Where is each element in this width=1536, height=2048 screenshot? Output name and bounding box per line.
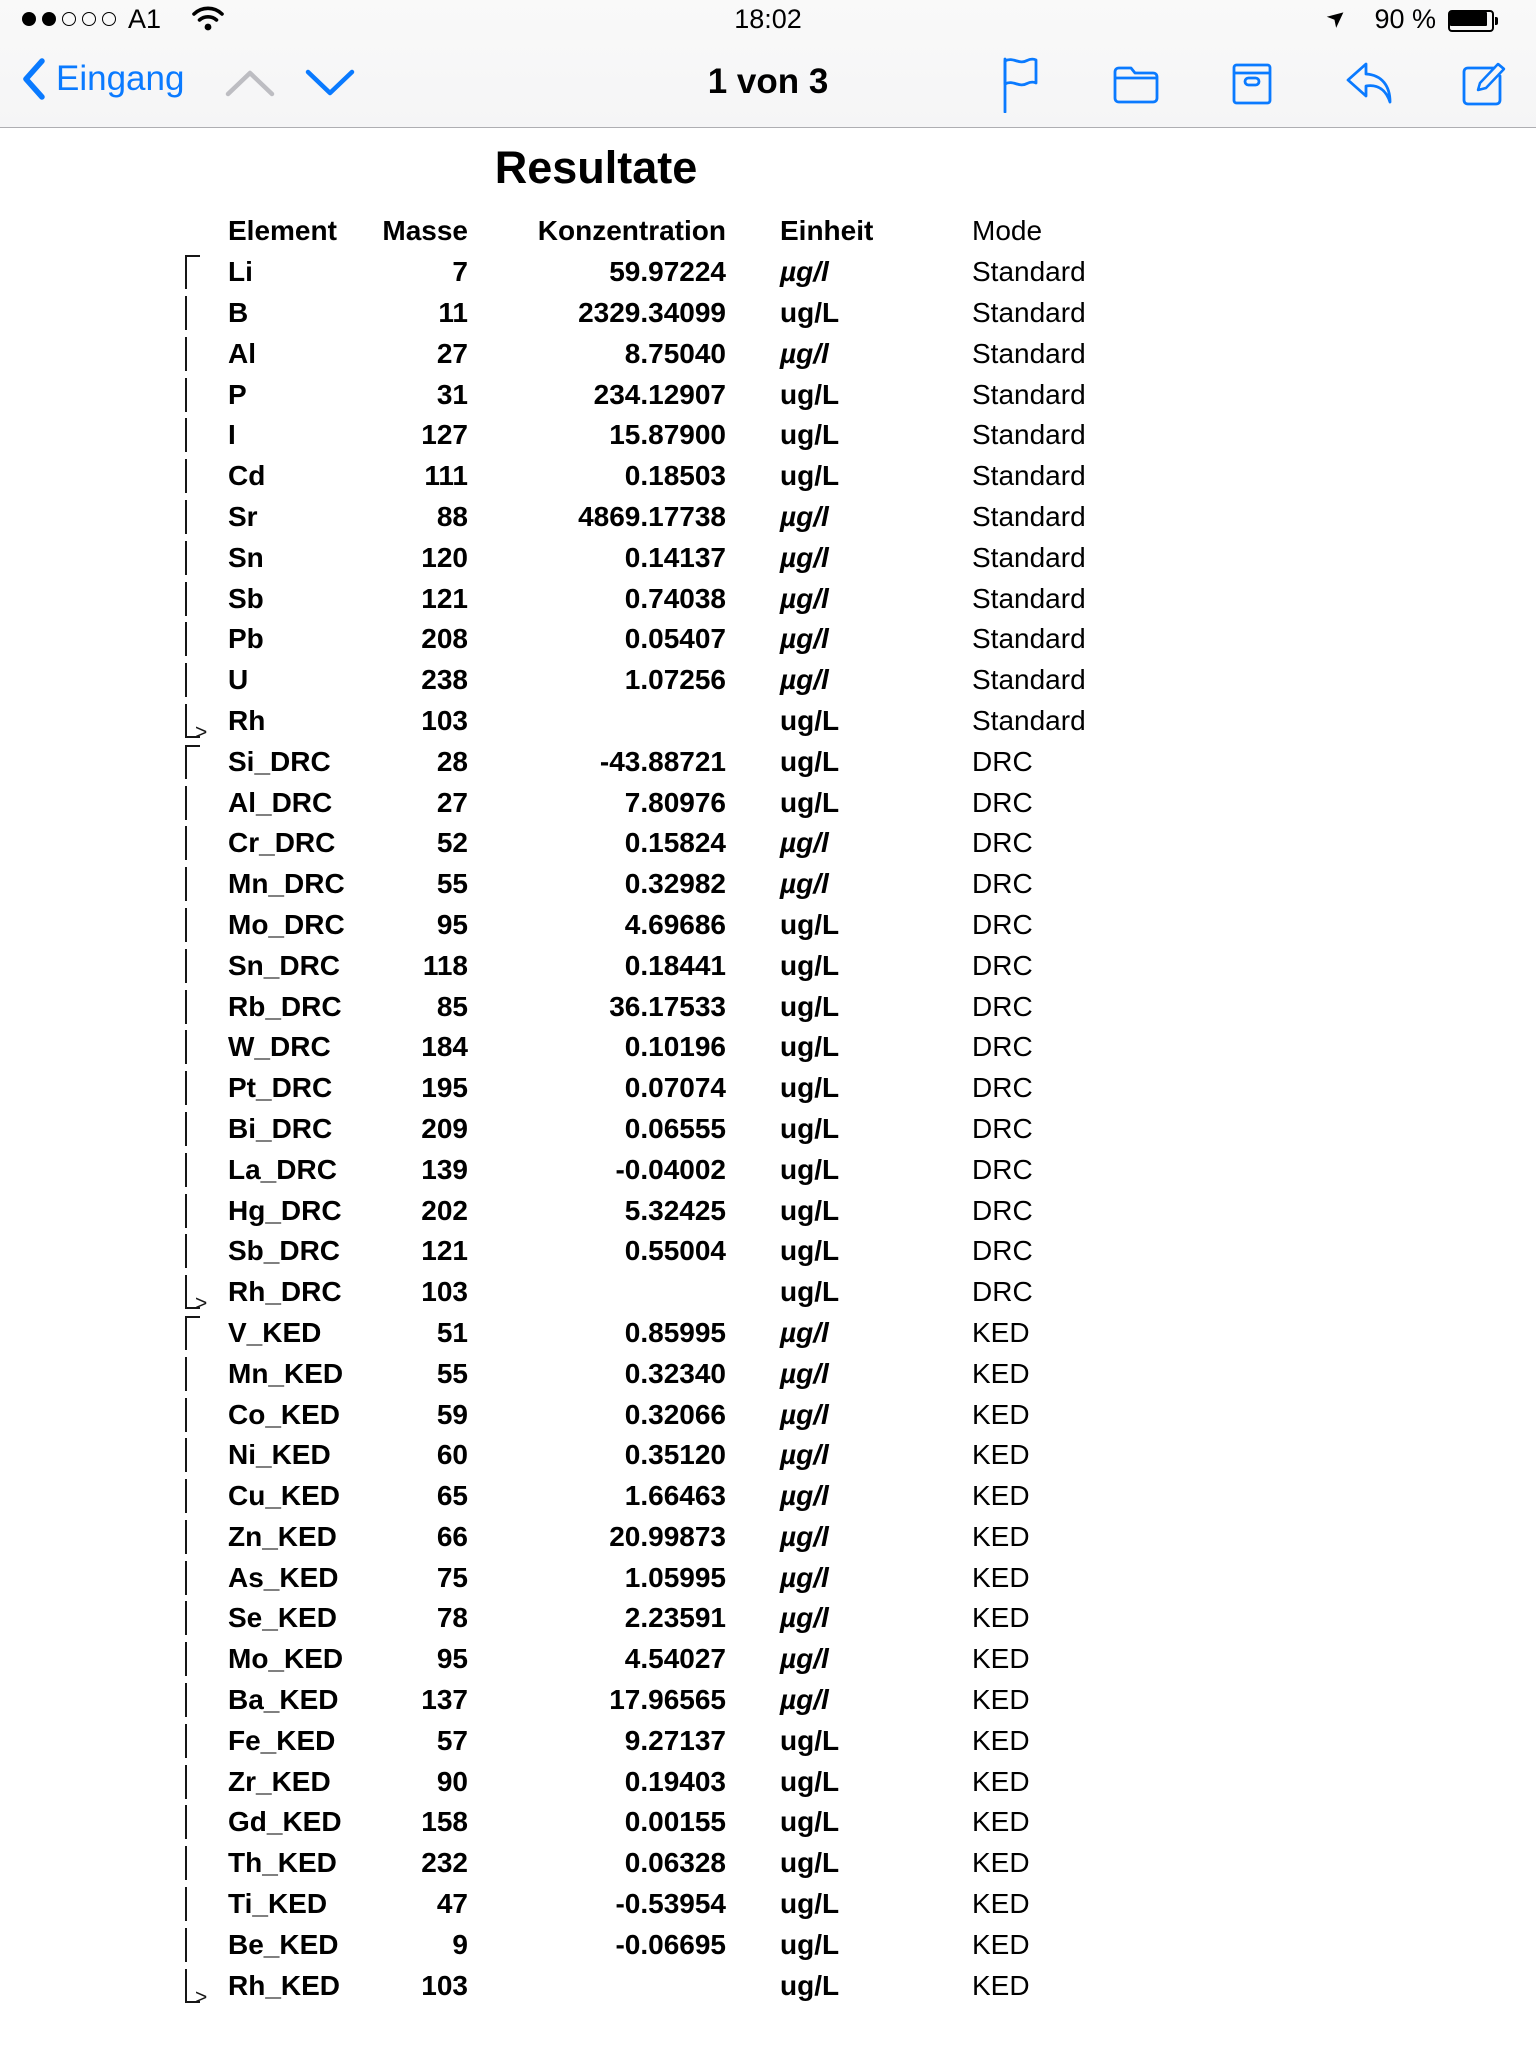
cell-einheit: ug/L <box>780 704 840 736</box>
cell-konzentration: 0.32066 <box>624 1398 726 1430</box>
cell-konzentration: 15.87900 <box>609 419 726 451</box>
cell-konzentration: 5.32425 <box>624 1194 726 1226</box>
group-bracket-marker <box>185 459 200 493</box>
status-bar <box>0 0 1536 40</box>
cell-mode: DRC <box>972 949 1033 981</box>
cell-konzentration: 0.06555 <box>624 1112 726 1144</box>
compose-icon <box>1460 60 1508 108</box>
cell-element: Sn_DRC <box>228 949 341 981</box>
cell-mode: KED <box>972 1684 1030 1716</box>
cell-mode: DRC <box>972 786 1033 818</box>
group-bracket-marker <box>185 1194 200 1228</box>
cell-element: Ni_KED <box>228 1439 331 1471</box>
cell-konzentration <box>468 1965 726 2006</box>
group-bracket-marker <box>185 1683 200 1717</box>
cell-konzentration: -43.88721 <box>599 745 726 777</box>
cell-konzentration: 0.06328 <box>624 1847 726 1879</box>
cell-einheit: µg/l <box>780 664 829 696</box>
cell-masse: 65 <box>436 1480 468 1512</box>
group-bracket-marker <box>185 296 200 330</box>
cell-element: Zn_KED <box>228 1520 337 1552</box>
cell-element: Th_KED <box>228 1847 337 1879</box>
cell-mode: Standard <box>972 541 1086 573</box>
cell-element: Se_KED <box>228 1602 337 1634</box>
cell-element: Hg_DRC <box>228 1194 342 1226</box>
cell-element: Mn_KED <box>228 1357 344 1389</box>
cell-konzentration: 0.35120 <box>624 1439 726 1471</box>
cell-konzentration: 1.07256 <box>624 664 726 696</box>
cell-konzentration: 0.32982 <box>624 868 726 900</box>
cell-element: P <box>228 378 247 410</box>
cell-einheit: µg/l <box>780 1357 829 1389</box>
archive-box-icon <box>1231 62 1273 106</box>
cell-mode: KED <box>972 1602 1030 1634</box>
cell-mode: KED <box>972 1928 1030 1960</box>
group-bracket-marker <box>185 1805 200 1839</box>
cell-einheit: ug/L <box>780 949 840 981</box>
cell-einheit: µg/l <box>780 1398 829 1430</box>
group-bracket-marker <box>185 418 200 452</box>
cell-mode: Standard <box>972 664 1086 696</box>
group-bracket-marker <box>185 826 200 860</box>
group-bracket-marker <box>185 1561 200 1595</box>
cell-mode: KED <box>972 1561 1030 1593</box>
cell-element: Sb_DRC <box>228 1235 341 1267</box>
cell-element: Pt_DRC <box>228 1072 333 1104</box>
column-header-masse: Masse <box>382 215 468 247</box>
cell-konzentration: 2329.34099 <box>578 296 726 328</box>
cell-konzentration: 0.10196 <box>624 1031 726 1063</box>
cell-masse: 31 <box>436 378 468 410</box>
cell-element: Al_DRC <box>228 786 333 818</box>
cell-masse: 66 <box>436 1520 468 1552</box>
mail-nav-bar <box>0 40 1536 128</box>
cell-einheit: µg/l <box>780 1439 829 1471</box>
cell-konzentration: -0.53954 <box>615 1888 726 1920</box>
reply-button[interactable] <box>1344 54 1392 114</box>
cell-masse: 139 <box>421 1153 468 1185</box>
cell-masse: 75 <box>436 1561 468 1593</box>
cell-mode: Standard <box>972 296 1086 328</box>
group-bracket-marker <box>185 867 200 901</box>
carrier-label: A1 <box>128 4 162 34</box>
cell-mode: Standard <box>972 256 1086 288</box>
group-bracket-marker <box>185 663 200 697</box>
cell-mode: DRC <box>972 745 1033 777</box>
cell-konzentration: 0.14137 <box>624 541 726 573</box>
group-bracket-marker <box>185 500 200 534</box>
cell-einheit: ug/L <box>780 1806 840 1838</box>
cell-element: Cu_KED <box>228 1480 341 1512</box>
cell-mode: KED <box>972 1316 1030 1348</box>
group-bracket-marker <box>185 1398 200 1432</box>
cell-einheit: ug/L <box>780 460 840 492</box>
cell-masse: 137 <box>421 1684 468 1716</box>
cell-einheit: ug/L <box>780 1969 840 2001</box>
cell-mode: Standard <box>972 337 1086 369</box>
group-bracket-marker <box>185 1928 200 1962</box>
cell-element: U <box>228 664 249 696</box>
cell-einheit: µg/l <box>780 1602 829 1634</box>
cell-masse: 88 <box>436 500 468 532</box>
cell-mode: Standard <box>972 623 1086 655</box>
folder-icon <box>1113 64 1159 104</box>
cell-einheit: ug/L <box>780 786 840 818</box>
cell-einheit: µg/l <box>780 541 829 573</box>
cell-konzentration: 17.96565 <box>609 1684 726 1716</box>
cell-einheit: ug/L <box>780 1235 840 1267</box>
cell-masse: 28 <box>436 745 468 777</box>
status-time: 18:02 <box>734 4 802 34</box>
cell-konzentration: 0.74038 <box>624 582 726 614</box>
cell-konzentration: 1.05995 <box>624 1561 726 1593</box>
cell-einheit: µg/l <box>780 1684 829 1716</box>
cell-mode: KED <box>972 1765 1030 1797</box>
cell-einheit: ug/L <box>780 1888 840 1920</box>
group-bracket-marker <box>185 541 200 575</box>
cell-masse: 90 <box>436 1765 468 1797</box>
cell-element: Sr <box>228 500 258 532</box>
cell-masse: 9 <box>452 1928 468 1960</box>
cell-einheit: ug/L <box>780 1724 840 1756</box>
cell-konzentration: 0.00155 <box>624 1806 726 1838</box>
cell-masse: 111 <box>424 460 468 492</box>
cell-mode: Standard <box>972 704 1086 736</box>
cell-masse: 55 <box>436 868 468 900</box>
cell-element: V_KED <box>228 1316 322 1348</box>
cell-einheit: ug/L <box>780 1276 840 1308</box>
flag-button[interactable] <box>996 54 1044 114</box>
group-bracket-marker <box>185 337 200 371</box>
cell-einheit: ug/L <box>780 1765 840 1797</box>
cell-element: Rh_KED <box>228 1969 341 2001</box>
cell-mode: KED <box>972 1439 1030 1471</box>
cell-mode: KED <box>972 1888 1030 1920</box>
column-header-einheit: Einheit <box>780 215 874 247</box>
cell-mode: DRC <box>972 1235 1033 1267</box>
cell-masse: 95 <box>436 1643 468 1675</box>
cell-masse: 118 <box>422 949 468 981</box>
cell-konzentration: 0.18503 <box>624 460 726 492</box>
cell-element: Mo_DRC <box>228 908 345 940</box>
cell-masse: 27 <box>436 786 468 818</box>
group-bracket-marker <box>185 704 200 738</box>
cell-mode: KED <box>972 1847 1030 1879</box>
reply-arrow-icon <box>1344 62 1392 106</box>
cell-konzentration: 1.66463 <box>624 1480 726 1512</box>
message-position-label: 1 von 3 <box>707 62 829 101</box>
cell-element: Al <box>228 337 256 369</box>
results-table <box>180 211 1118 2006</box>
cell-mode: KED <box>972 1643 1030 1675</box>
group-bracket-marker <box>185 1357 200 1391</box>
group-bracket-marker <box>185 1030 200 1064</box>
cell-element: Be_KED <box>228 1928 339 1960</box>
cell-element: Rh_DRC <box>228 1276 342 1308</box>
cell-masse: 121 <box>421 1235 468 1267</box>
cell-einheit: µg/l <box>780 256 829 288</box>
cell-masse: 238 <box>421 664 468 696</box>
cell-masse: 103 <box>421 1276 468 1308</box>
column-header-konzentration: Konzentration <box>537 215 726 247</box>
cell-masse: 209 <box>421 1112 468 1144</box>
cell-element: Pb <box>228 623 264 655</box>
cell-element: Ti_KED <box>228 1888 328 1920</box>
column-header-mode: Mode <box>972 215 1043 247</box>
cell-einheit: ug/L <box>780 378 840 410</box>
cell-konzentration: 59.97224 <box>609 256 726 288</box>
cell-element: Gd_KED <box>228 1806 342 1838</box>
cell-masse: 85 <box>436 990 468 1022</box>
group-bracket-marker <box>185 1112 200 1146</box>
group-bracket-marker <box>185 1479 200 1513</box>
group-bracket-marker <box>185 1969 200 2003</box>
group-bracket-marker <box>185 1601 200 1635</box>
location-services-icon: ➤ <box>1320 0 1352 34</box>
cell-mode: DRC <box>972 1112 1033 1144</box>
cell-masse: 158 <box>421 1806 468 1838</box>
cell-mode: DRC <box>972 827 1033 859</box>
cell-einheit: µg/l <box>780 827 829 859</box>
cell-konzentration: 36.17533 <box>609 990 726 1022</box>
flag-icon <box>999 55 1041 113</box>
cell-mode: KED <box>972 1724 1030 1756</box>
cell-element: I <box>228 419 236 451</box>
cell-einheit: µg/l <box>780 337 829 369</box>
cell-konzentration: 0.55004 <box>624 1235 726 1267</box>
cell-einheit: µg/l <box>780 1480 829 1512</box>
group-bracket-marker <box>185 1275 200 1309</box>
cell-einheit: ug/L <box>780 990 840 1022</box>
cell-einheit: ug/L <box>780 419 840 451</box>
cell-mode: DRC <box>972 868 1033 900</box>
cell-einheit: ug/L <box>780 1928 840 1960</box>
cell-einheit: µg/l <box>780 500 829 532</box>
cell-konzentration: 4.54027 <box>624 1643 726 1675</box>
cell-mode: Standard <box>972 582 1086 614</box>
cell-einheit: ug/L <box>780 296 840 328</box>
archive-button[interactable] <box>1228 54 1276 114</box>
cell-element: W_DRC <box>228 1031 331 1063</box>
cell-konzentration: 4869.17738 <box>578 500 726 532</box>
cell-mode: KED <box>972 1806 1030 1838</box>
group-bracket-marker <box>185 582 200 616</box>
cell-mode: DRC <box>972 908 1033 940</box>
cell-konzentration: -0.04002 <box>615 1153 726 1185</box>
cell-mode: KED <box>972 1357 1030 1389</box>
cell-konzentration: 4.69686 <box>624 908 726 940</box>
group-bracket-marker <box>185 1642 200 1676</box>
cell-element: Rb_DRC <box>228 990 342 1022</box>
cell-masse: 55 <box>436 1357 468 1389</box>
cell-einheit: ug/L <box>780 1031 840 1063</box>
group-bracket-marker <box>185 745 200 779</box>
cell-konzentration: 0.85995 <box>624 1316 726 1348</box>
cell-einheit: µg/l <box>780 1561 829 1593</box>
move-to-folder-button[interactable] <box>1112 54 1160 114</box>
back-button-label: Eingang <box>56 59 185 98</box>
cell-einheit: ug/L <box>780 1194 840 1226</box>
cell-konzentration: 0.32340 <box>624 1357 726 1389</box>
group-bracket-marker <box>185 1438 200 1472</box>
cell-masse: 60 <box>436 1439 468 1471</box>
cell-mode: DRC <box>972 990 1033 1022</box>
cell-element: Li <box>228 256 253 288</box>
group-bracket-marker <box>185 786 200 820</box>
cell-mode: Standard <box>972 378 1086 410</box>
cell-element: B <box>228 296 249 328</box>
cell-masse: 184 <box>421 1031 468 1063</box>
page-title: Resultate <box>494 142 698 193</box>
group-bracket-marker <box>185 1316 200 1350</box>
cell-masse: 59 <box>436 1398 468 1430</box>
cell-mode: DRC <box>972 1153 1033 1185</box>
cell-einheit: µg/l <box>780 582 829 614</box>
cell-masse: 78 <box>436 1602 468 1634</box>
cell-masse: 11 <box>438 296 468 328</box>
cell-konzentration <box>468 1272 726 1313</box>
cell-masse: 195 <box>421 1072 468 1104</box>
cell-konzentration: -0.06695 <box>615 1928 726 1960</box>
cell-einheit: µg/l <box>780 1520 829 1552</box>
cell-mode: Standard <box>972 419 1086 451</box>
cell-element: La_DRC <box>228 1153 337 1185</box>
cell-masse: 7 <box>452 256 468 288</box>
group-bracket-marker <box>185 1887 200 1921</box>
cell-element: Cr_DRC <box>228 827 336 859</box>
group-bracket-marker <box>185 255 200 289</box>
cell-einheit: µg/l <box>780 623 829 655</box>
cell-konzentration: 7.80976 <box>624 786 726 818</box>
cell-einheit: ug/L <box>780 745 840 777</box>
cell-konzentration: 0.07074 <box>624 1072 726 1104</box>
cell-masse: 95 <box>436 908 468 940</box>
cell-element: Ba_KED <box>228 1684 339 1716</box>
cell-einheit: ug/L <box>780 908 840 940</box>
column-header-element: Element <box>228 215 337 247</box>
cell-einheit: ug/L <box>780 1847 840 1879</box>
cell-element: Bi_DRC <box>228 1112 333 1144</box>
mail-toolbar <box>996 54 1508 114</box>
group-bracket-marker <box>185 1520 200 1554</box>
cell-mode: DRC <box>972 1194 1033 1226</box>
cell-mode: KED <box>972 1398 1030 1430</box>
cell-konzentration: 8.75040 <box>624 337 726 369</box>
cell-masse: 120 <box>421 541 468 573</box>
cell-element: Fe_KED <box>228 1724 336 1756</box>
cell-element: Co_KED <box>228 1398 341 1430</box>
cell-masse: 57 <box>436 1724 468 1756</box>
battery-percent-label: 90 % <box>1374 4 1436 34</box>
battery-icon <box>1448 10 1500 32</box>
cell-einheit: ug/L <box>780 1072 840 1104</box>
cell-mode: KED <box>972 1969 1030 2001</box>
cell-element: Sn <box>228 541 264 573</box>
cell-masse: 208 <box>421 623 468 655</box>
cell-mode: KED <box>972 1480 1030 1512</box>
group-bracket-marker <box>185 378 200 412</box>
group-bracket-marker <box>185 1071 200 1105</box>
cell-masse: 47 <box>436 1888 468 1920</box>
cell-konzentration: 20.99873 <box>609 1520 726 1552</box>
cell-einheit: ug/L <box>780 1153 840 1185</box>
cell-element: Mn_DRC <box>228 868 345 900</box>
cell-masse: 51 <box>436 1316 468 1348</box>
cell-masse: 232 <box>421 1847 468 1879</box>
cell-masse: 127 <box>421 419 468 451</box>
cell-mode: DRC <box>972 1031 1033 1063</box>
cell-masse: 202 <box>421 1194 468 1226</box>
group-bracket-marker <box>185 622 200 656</box>
cell-konzentration <box>468 701 726 742</box>
compose-button[interactable] <box>1460 54 1508 114</box>
group-bracket-marker <box>185 1765 200 1799</box>
group-bracket-marker <box>185 1153 200 1187</box>
cell-konzentration: 2.23591 <box>624 1602 726 1634</box>
cell-element: As_KED <box>228 1561 339 1593</box>
cell-element: Mo_KED <box>228 1643 344 1675</box>
cell-mode: KED <box>972 1520 1030 1552</box>
cell-masse: 103 <box>421 704 468 736</box>
cell-masse: 52 <box>436 827 468 859</box>
cell-konzentration: 9.27137 <box>624 1724 726 1756</box>
top-chrome <box>0 0 1536 128</box>
cell-element: Zr_KED <box>228 1765 331 1797</box>
cell-mode: Standard <box>972 460 1086 492</box>
cell-einheit: µg/l <box>780 868 829 900</box>
cell-masse: 121 <box>421 582 468 614</box>
cell-einheit: µg/l <box>780 1316 829 1348</box>
cell-element: Si_DRC <box>228 745 331 777</box>
cell-element: Sb <box>228 582 264 614</box>
cell-element: Rh <box>228 704 266 736</box>
cell-konzentration: 0.15824 <box>624 827 726 859</box>
cell-mode: DRC <box>972 1072 1033 1104</box>
cell-konzentration: 234.12907 <box>593 378 726 410</box>
cell-element: Cd <box>228 460 266 492</box>
group-bracket-marker <box>185 1724 200 1758</box>
cell-masse: 103 <box>421 1969 468 2001</box>
cell-konzentration: 0.18441 <box>624 949 726 981</box>
group-bracket-marker <box>185 990 200 1024</box>
cell-einheit: µg/l <box>780 1643 829 1675</box>
cell-konzentration: 0.19403 <box>624 1765 726 1797</box>
group-bracket-marker <box>185 1846 200 1880</box>
cell-mode: DRC <box>972 1276 1033 1308</box>
cell-konzentration: 0.05407 <box>624 623 726 655</box>
group-bracket-marker <box>185 949 200 983</box>
cell-masse: 27 <box>436 337 468 369</box>
group-bracket-marker <box>185 908 200 942</box>
group-bracket-marker <box>185 1234 200 1268</box>
cell-einheit: ug/L <box>780 1112 840 1144</box>
cell-mode: Standard <box>972 500 1086 532</box>
